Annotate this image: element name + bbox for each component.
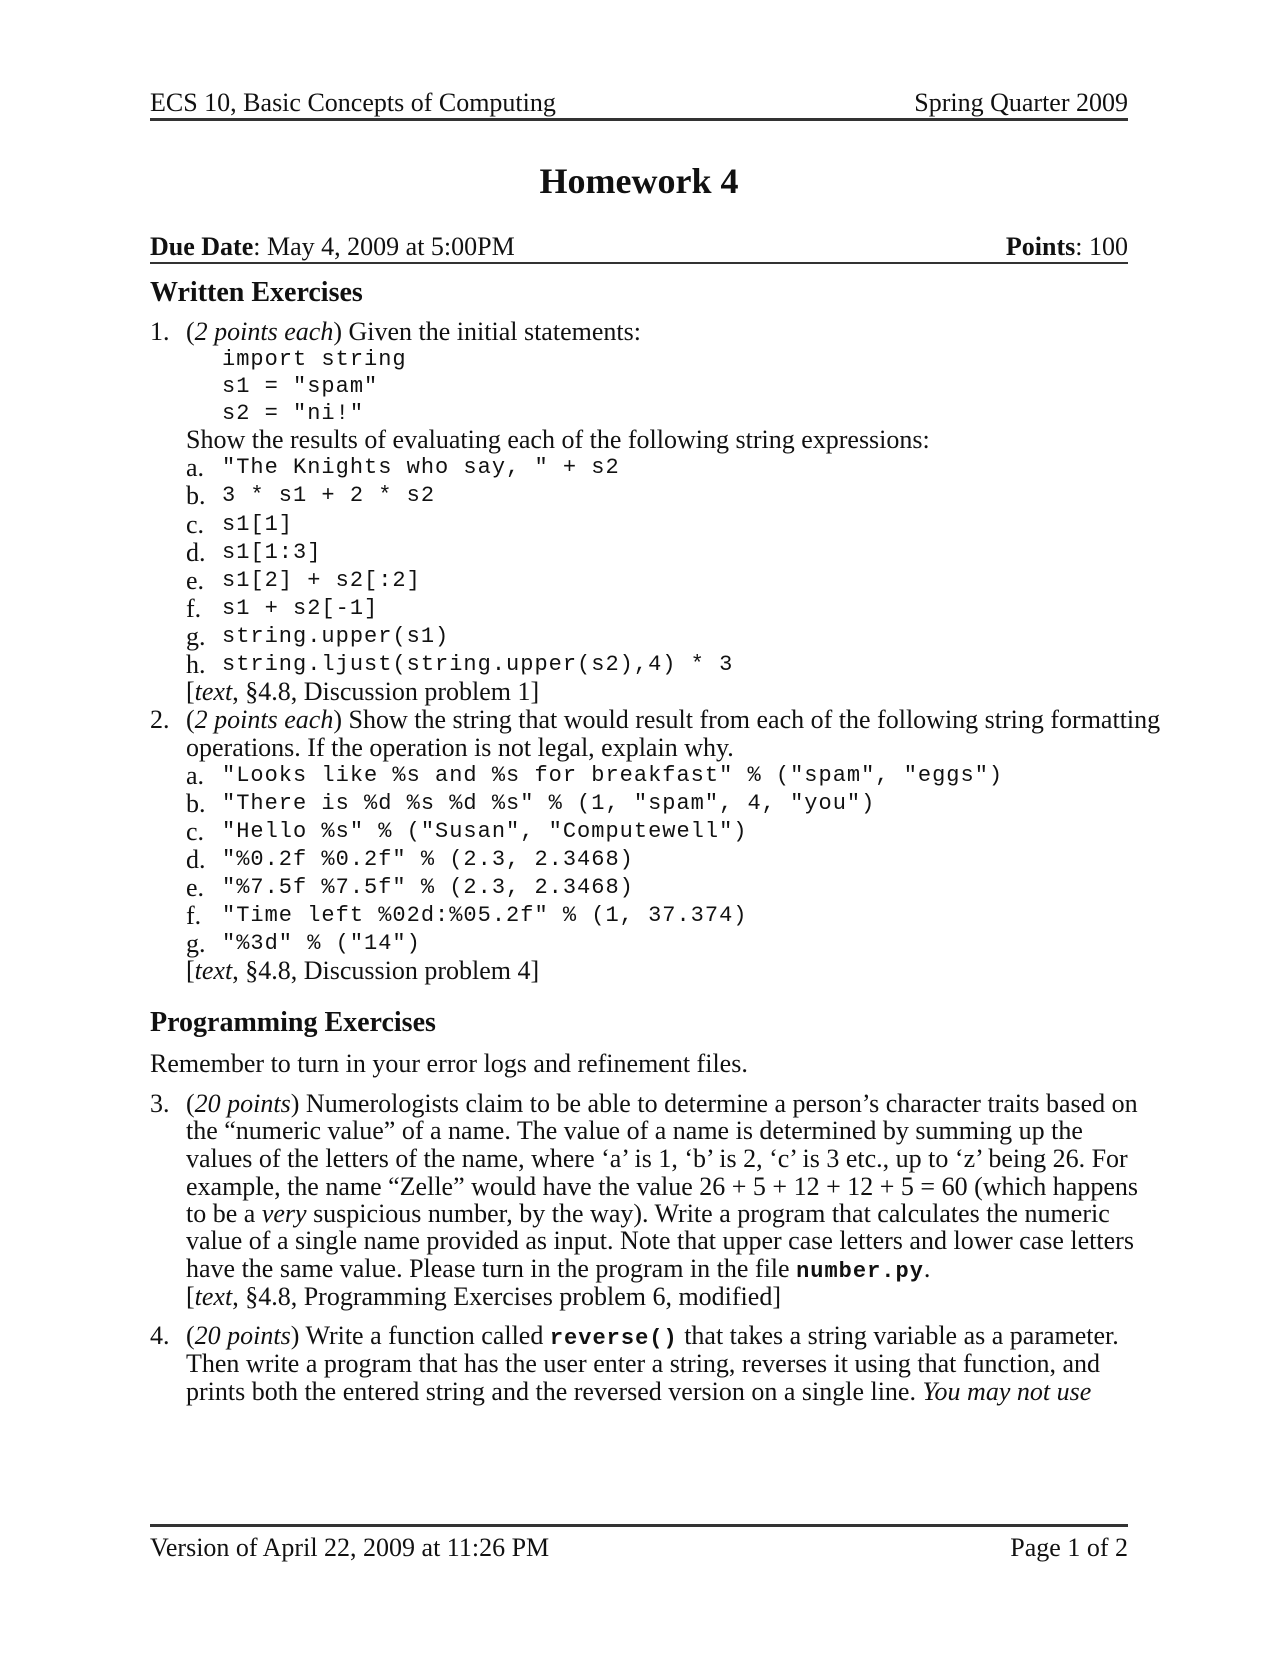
page-number: Page 1 of 2 — [1010, 1533, 1128, 1562]
list-item: c. "Hello %s" % ("Susan", "Computewell") — [186, 817, 748, 846]
paragraph-line: prints both the entered string and the reversed version on a single line. You may not use — [186, 1377, 1092, 1406]
filename: number.py — [796, 1259, 924, 1284]
document-page: ECS 10, Basic Concepts of Computing Spring Quarter 2009 Homework 4 Due Date: May 4, 2009 at 5:00PM Points: 100 Written Exercises 1. (2 points each) Given the initial statements: import string s1 = "spam" s2 = "ni!" Show the results of evaluating each of the following string expressions: a. "The Knights who say, " + s2 b. 3 * s1 + 2 * s2 c. s1[1] d. s1[1:3] e. s1[2] + s2[:2] f. s1 + s2[-1] g. string.upper(s1) h. string.ljust(string.upper(s2),4) * 3 [text, §4.8, Discussion problem 1] 2. (2 points each) Show the string that would result from each of the following string formatting operations. If the operation is not legal, explain why. a. "Looks like %s and %s for breakfast" % ("spam", "eggs") b. "There is %d %s %d %s" % (1, "spam", 4, "you") c. "Hello %s" % ("Susan", "Computewell") d. "%0.2f %0.2f" % (2.3, 2.3468) e. "%7.5f %7.5f" % (2.3, 2.3468) f. "Time left %02d:%05.2f" % (1, 37.374) g. "%3d" % ("14") [text, §4.8, Discussion problem 4] Programming Exercises Remember to turn in your error logs and refinement files. 3. (20 points) Numerologists claim to be able to determine a person’s character traits based on the “numeric value” of a name. The value of a name is determined by summing up the values of the letters of the name, where ‘a’ is 1, ‘b’ is 2, ‘c’ is 3 etc., up to ‘z’ being 26. For example, the name “Zelle” would have the value 26 + 5 + 12 + 12 + 5 = 60 (which happens to be a very suspicious number, by the way). Write a program that calculates the numeric value of a single name provided as input. Note that upper case letters and lower case letters have the same value. Please turn in the program in the file number.py. [text, §4.8, Programming Exercises problem 6, modified] 4. (20 points) Write a function called reverse() that takes a string variable as a parameter. Then write a program that has the user enter a string, reverses it using that function, and prints both the entered string and the reversed version on a single line. You may not use Version of April 22, 2009 at 11:26 PM Page 1 of 2 — [150, 0, 1128, 1656]
question-1-prompt: Show the results of evaluating each of the following string expressions: — [186, 425, 930, 454]
question-2-lead-cont: operations. If the operation is not legal, explain why. — [186, 733, 734, 762]
due-date: Due Date: May 4, 2009 at 5:00PM — [150, 232, 515, 261]
section-heading-written: Written Exercises — [150, 277, 363, 308]
list-item: d. s1[1:3] — [186, 538, 322, 567]
paragraph-line: Then write a program that has the user enter a string, reverses it using that function, and — [186, 1349, 1101, 1378]
list-item: e. "%7.5f %7.5f" % (2.3, 2.3468) — [186, 873, 634, 902]
due-date-bar — [150, 228, 1128, 264]
version-label: Version of April 22, 2009 at 11:26 PM — [150, 1533, 550, 1562]
list-item: d. "%0.2f %0.2f" % (2.3, 2.3468) — [186, 845, 634, 874]
points-total: Points: 100 — [1005, 232, 1128, 261]
list-item: a. "Looks like %s and %s for breakfast" % ("spam", "eggs") — [186, 761, 1004, 790]
term-label: Spring Quarter 2009 — [914, 88, 1128, 117]
page-footer — [150, 1524, 1128, 1563]
reference-note: [text, §4.8, Programming Exercises problem 6, modified] — [186, 1282, 781, 1311]
paragraph-line: values of the letters of the name, where ‘a’ is 1, ‘b’ is 2, ‘c’ is 3 etc., up to ‘z’ being 26. For — [186, 1144, 1128, 1173]
paragraph-line: the “numeric value” of a name. The value of a name is determined by summing up the — [186, 1116, 1083, 1145]
list-item: b. 3 * s1 + 2 * s2 — [186, 481, 436, 510]
list-item: f. "Time left %02d:%05.2f" % (1, 37.374) — [186, 901, 748, 930]
paragraph-line: value of a single name provided as input. Note that upper case letters and lower case letters — [186, 1226, 1134, 1255]
list-item: c. s1[1] — [186, 510, 294, 539]
reference-note: [text, §4.8, Discussion problem 1] — [186, 677, 540, 706]
code-line: s2 = "ni!" — [222, 401, 365, 426]
programming-intro: Remember to turn in your error logs and refinement files. — [150, 1049, 748, 1078]
list-item: a. "The Knights who say, " + s2 — [186, 453, 620, 482]
list-item: f. s1 + s2[-1] — [186, 594, 379, 623]
course-title: ECS 10, Basic Concepts of Computing — [150, 88, 556, 117]
page-title: Homework 4 — [539, 161, 739, 201]
paragraph-line: have the same value. Please turn in the program in the file number.py. — [186, 1254, 931, 1284]
list-item: e. s1[2] + s2[:2] — [186, 566, 421, 595]
code-line: s1 = "spam" — [222, 374, 379, 399]
list-item: h. string.ljust(string.upper(s2),4) * 3 — [186, 650, 734, 679]
function-name: reverse() — [549, 1326, 678, 1351]
paragraph-line: example, the name “Zelle” would have the value 26 + 5 + 12 + 12 + 5 = 60 (which happens — [186, 1172, 1138, 1201]
list-item: g. string.upper(s1) — [186, 622, 450, 651]
list-item: g. "%3d" % ("14") — [186, 929, 421, 958]
list-item: b. "There is %d %s %d %s" % (1, "spam", 4, "you") — [186, 789, 876, 818]
page-header — [150, 84, 1128, 121]
code-line: import string — [222, 347, 407, 372]
reference-note: [text, §4.8, Discussion problem 4] — [186, 956, 540, 985]
section-heading-programming: Programming Exercises — [150, 1007, 436, 1038]
paragraph-line: to be a very suspicious number, by the way). Write a program that calculates the numeric — [186, 1199, 1110, 1228]
